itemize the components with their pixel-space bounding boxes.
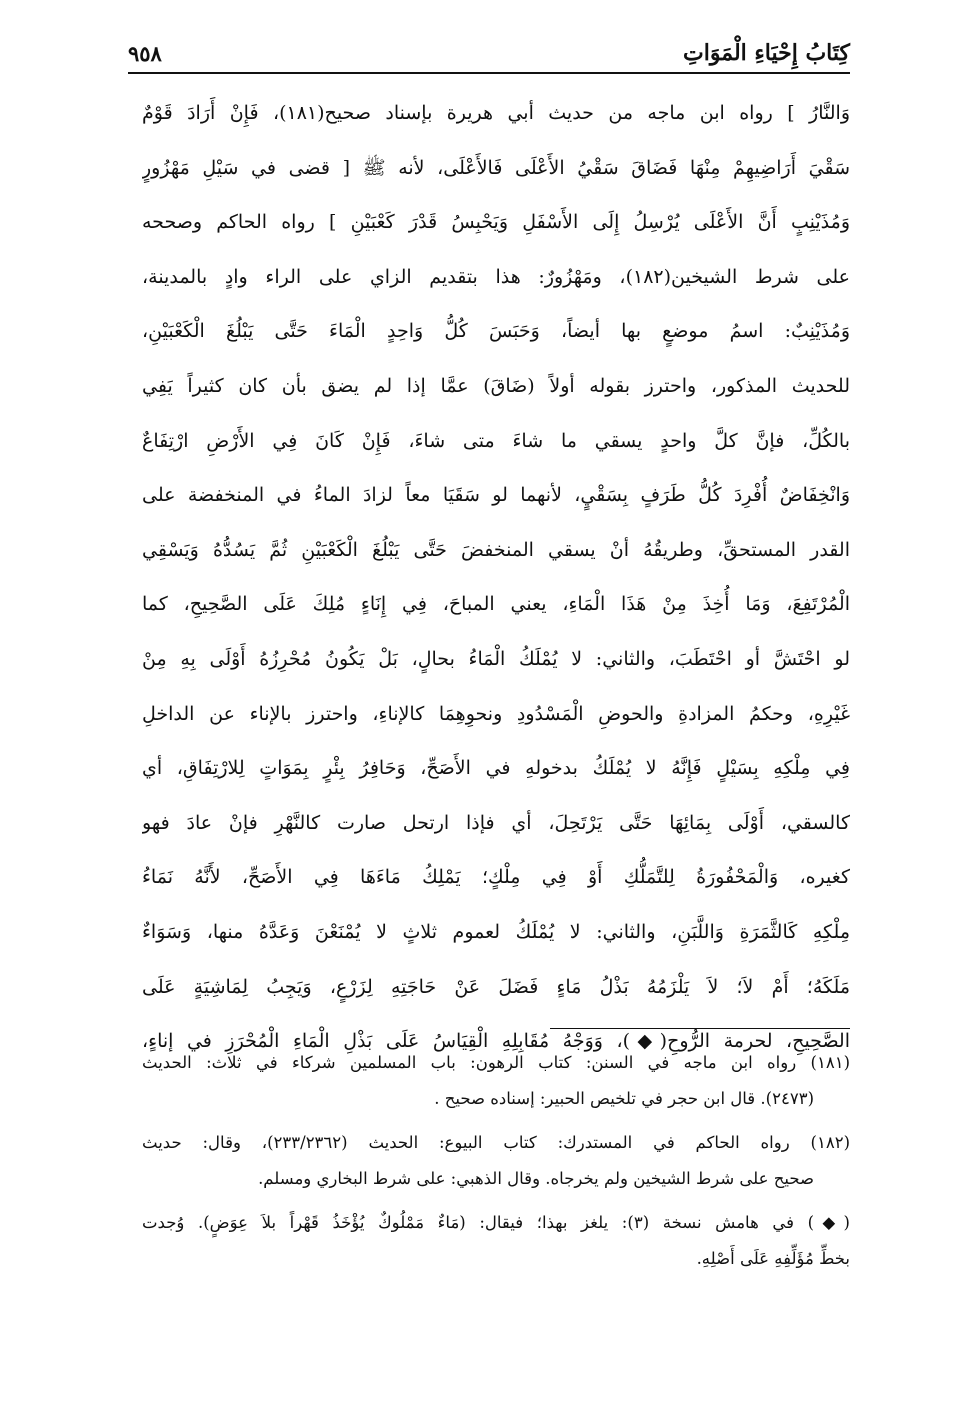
footnote-line: (١٨١) رواه ابن ماجه في السنن: كتاب الرهون: باب المسلمين شركاء في ثلاث: الحديث xyxy=(142,1053,850,1072)
main-text xyxy=(142,86,850,1069)
text-line: لو احْتَشَّ أو احْتَطَبَ، والثاني: لا يُمْلَكُ الْمَاءُ بحالٍ، بَلْ يَكُونُ مُحْرِزُهُ أَوْلَى بِهِ مِنْ xyxy=(142,647,850,670)
text-line: وَمُذَيْنِبٍ أَنَّ الأَعْلَى يُرْسِلُ إِلَى الأَسْفَلِ وَيَحْبِسُ قَدْرَ كَعْبَيْنِ ] رواه الحاكم وصححه xyxy=(142,211,850,234)
footnotes xyxy=(142,1045,850,1285)
text-line: الْمُرْتَفِعَ، وَمَا أُخِذَ مِنْ هَذَا الْمَاءِ، يعني المباحَ، فِي إِنَاءٍ مُلِكَ عَلَى الصَّحِيحِ، كما xyxy=(142,593,850,616)
text-line: على شرط الشيخين(١٨٢)، ومَهْزُورٌ: هذا بتقديم الزاي على الراء وادٍ بالمدينة، xyxy=(142,265,850,288)
text-line: وَالنَّارُ ] رواه ابن ماجه من حديث أبي هريرة بإسناد صحيح(١٨١)، فَإِنْ أَرَادَ قَوْمٌ xyxy=(142,102,850,124)
footnote-margin-note xyxy=(142,1205,850,1277)
text-line: مَلَكَهُ؛ أَمْ لاَ؛ لاَ يَلْزَمُهُ بَذْلُ مَاءٍ فَضَلَ عَنْ حَاجَتِهِ لِزَرْعٍ، وَيَجِبُ لِمَاشِيَةٍ عَلَى xyxy=(142,975,850,998)
text-line: وَانْخِفَاضٌ أُفْرِدَ كُلُّ طَرَفٍ بِسَقْيٍ، لأنهما لو سَقَيَا معاً لزادَ الماءُ في المنخفضة على xyxy=(142,484,850,507)
footnote-line: (١٨٢) رواه الحاكم في المستدرك: كتاب البيوع: الحديث (٢٣٣/٢٣٦٢)، وقال: حديث xyxy=(142,1133,850,1152)
footnote-182 xyxy=(142,1125,850,1197)
text-line: بالكُلِّ، فإنَّ كلَّ واحدٍ يسقي ما شاءَ متى شاءَ، فَإِنْ كَانَ فِي الأَرْضِ ارْتِفَاعٌ xyxy=(142,429,850,452)
text-line: القدر المستحقِّ، وطريقُهُ أنْ يسقي المنخفضَ حَتَّى يَبْلُغَ الْكَعْبَيْنِ ثُمَّ يَسُدُّهُ وَيَسْقِي xyxy=(142,538,850,561)
text-line: سَقْيَ أَرَاضِيهِمْ مِنْهَا فَضَاقَ سَقْيُ الأَعْلَى فَالأَعْلَى، لأنه ﷺ [ قضى في سَيْلِ مَهْزُورٍ xyxy=(142,156,850,179)
footnote-181 xyxy=(142,1045,850,1117)
running-header xyxy=(128,28,850,74)
footnote-line: (◆) في هامش نسخة (٣): يلغز بهذا؛ فيقال: (مَاءٌ مَمْلُوكٌ يُؤْخَذُ قَهْراً بلاَ عِوَضٍ). وُجدت xyxy=(142,1213,850,1232)
text-line: للحديث المذكور، واحترز بقوله أولاً (ضَاقَ) عمَّا إذا لم يضق بأن كان كثيراً يَفِي xyxy=(142,374,850,397)
footnote-line: صحيح على شرط الشيخين ولم يخرجاه. وقال الذهبي: على شرط البخاري ومسلم. xyxy=(258,1169,814,1188)
text-line: كالسقي، أَوْلَى بِمَائِهَا حَتَّى يَرْتَحِلَ، أي فإذا ارتحل صارت كالنَّهْرِ فإنْ عادَ فهو xyxy=(142,811,850,834)
chapter-title: كِتَابُ إِحْيَاءِ الْمَوَاتِ xyxy=(675,40,850,66)
text-line: فِي مِلْكِهِ بِسَيْلٍ فَإِنَّهُ لا يُمْلَكُ بدخولهِ في الأَصَحِّ، وَحَافِرُ بِئْرٍ بِمَوَاتٍ لِلارْتِفَاقِ، أي xyxy=(142,757,850,780)
page-number: ٩٥٨ xyxy=(128,41,170,66)
footnote-divider xyxy=(550,1028,850,1029)
text-line: كغيره، وَالْمَحْفُورَةُ لِلتَّمَلُّكِ أَوْ فِي مِلْكٍ؛ يَمْلِكُ مَاءَهَا فِي الأَصَحِّ، لأَنَّهُ نَمَاءُ xyxy=(142,866,850,889)
text-line: الصَّحِيحِ، لحرمة الرُّوحِ(◆)، وَوَجْهُ مُقَابِلِهِ الْقِيَاسُ عَلَى بَذْلِ الْمَاءِ الْمُحْرَزِ في إناءٍ، xyxy=(142,1030,850,1053)
text-line: مِلْكِهِ كَالثَّمَرَةِ وَاللَّبَنِ، والثاني: لا يُمْلَكُ لعموم ثلاثٍ لا يُمْنَعْنَ وَعَدَّهُ منها، وَسَوَاءٌ xyxy=(142,920,850,943)
footnote-line: (٢٤٧٣). قال ابن حجر في تلخيص الحبير: إسناده صحيح . xyxy=(434,1089,814,1108)
text-line: وَمُذَيْنِبٌ: اسمُ موضعٍ بها أيضاً، وَحَبَسَ كُلُّ وَاحِدٍ الْمَاءَ حَتَّى يَبْلُغَ الْكَعْبَيْنِ، xyxy=(142,320,850,343)
text-line: غَيْرِهِ، وحكمُ المزادةِ والحوضِ الْمَسْدُودِ ونحوِهِمَا كالإناءِ، واحترز بالإناء عن الداخلِ xyxy=(142,702,850,725)
footnote-line: بخطِّ مُؤَلِّفِهِ عَلَى أَصْلِهِ. xyxy=(696,1249,850,1268)
